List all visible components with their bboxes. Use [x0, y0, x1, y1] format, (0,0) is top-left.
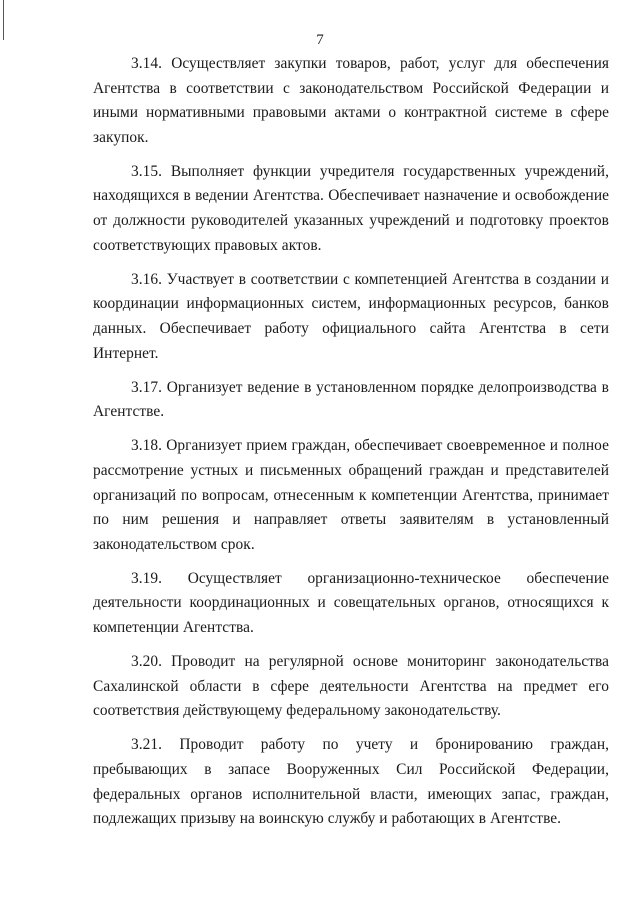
page-number: 7 [316, 32, 324, 48]
paragraph-3-20: 3.20. Проводит на регулярной основе мониторинг законодательства Сахалинской области в сфере деятельности Агентства на предмет его соответствия действующему федеральному законодательству. [93, 653, 609, 720]
paragraph-spacer [93, 366, 609, 376]
paragraph-spacer [93, 425, 609, 435]
paragraph-spacer [93, 557, 609, 567]
paragraph-spacer [93, 641, 609, 651]
paragraph-spacer [93, 258, 609, 268]
paragraph-3-18: 3.18. Организует прием граждан, обеспечивает своевременное и полное рассмотрение устных и письменных обращений граждан и представителей организаций по вопросам, отнесенным к компетенции Агентства, принимает по ним решения и направляет ответы заявителям в установленный законодательством срок. [93, 437, 609, 553]
paragraph-spacer [93, 724, 609, 734]
paragraph-3-21: 3.21. Проводит работу по учету и бронированию граждан, пребывающих в запасе Вооруженных Сил Российской Федерации, федеральных органов исполнительной власти, имеющих запас, граждан, подлежащих призыву на воинскую службу и работающих в Агентстве. [93, 736, 609, 828]
paragraph-3-15: 3.15. Выполняет функции учредителя государственных учреждений, находящихся в ведении Агентства. Обеспечивает назначение и освобождение от должности руководителей указанных учреждений и подготовку проектов соответствующих правовых актов. [93, 162, 609, 254]
paragraph-3-14: 3.14. Осуществляет закупки товаров, работ, услуг для обеспечения Агентства в соответствии с законодательством Российской Федерации и иными нормативными правовыми актами о контрактной системе в сфере закупок. [93, 55, 609, 146]
paragraph-3-19: 3.19. Осуществляет организационно-техническое обеспечение деятельности координационных и совещательных органов, относящихся к компетенции Агентства. [93, 569, 609, 636]
paragraph-spacer [93, 150, 609, 160]
paragraph-3-16: 3.16. Участвует в соответствии с компетенцией Агентства в создании и координации информационных систем, информационных ресурсов, банков данных. Обеспечивает работу официального сайта Агентства в сети Интернет. [93, 270, 609, 362]
paragraph-3-17: 3.17. Организует ведение в установленном порядке делопроизводства в Агентстве. [93, 378, 609, 421]
document-body [93, 52, 609, 832]
